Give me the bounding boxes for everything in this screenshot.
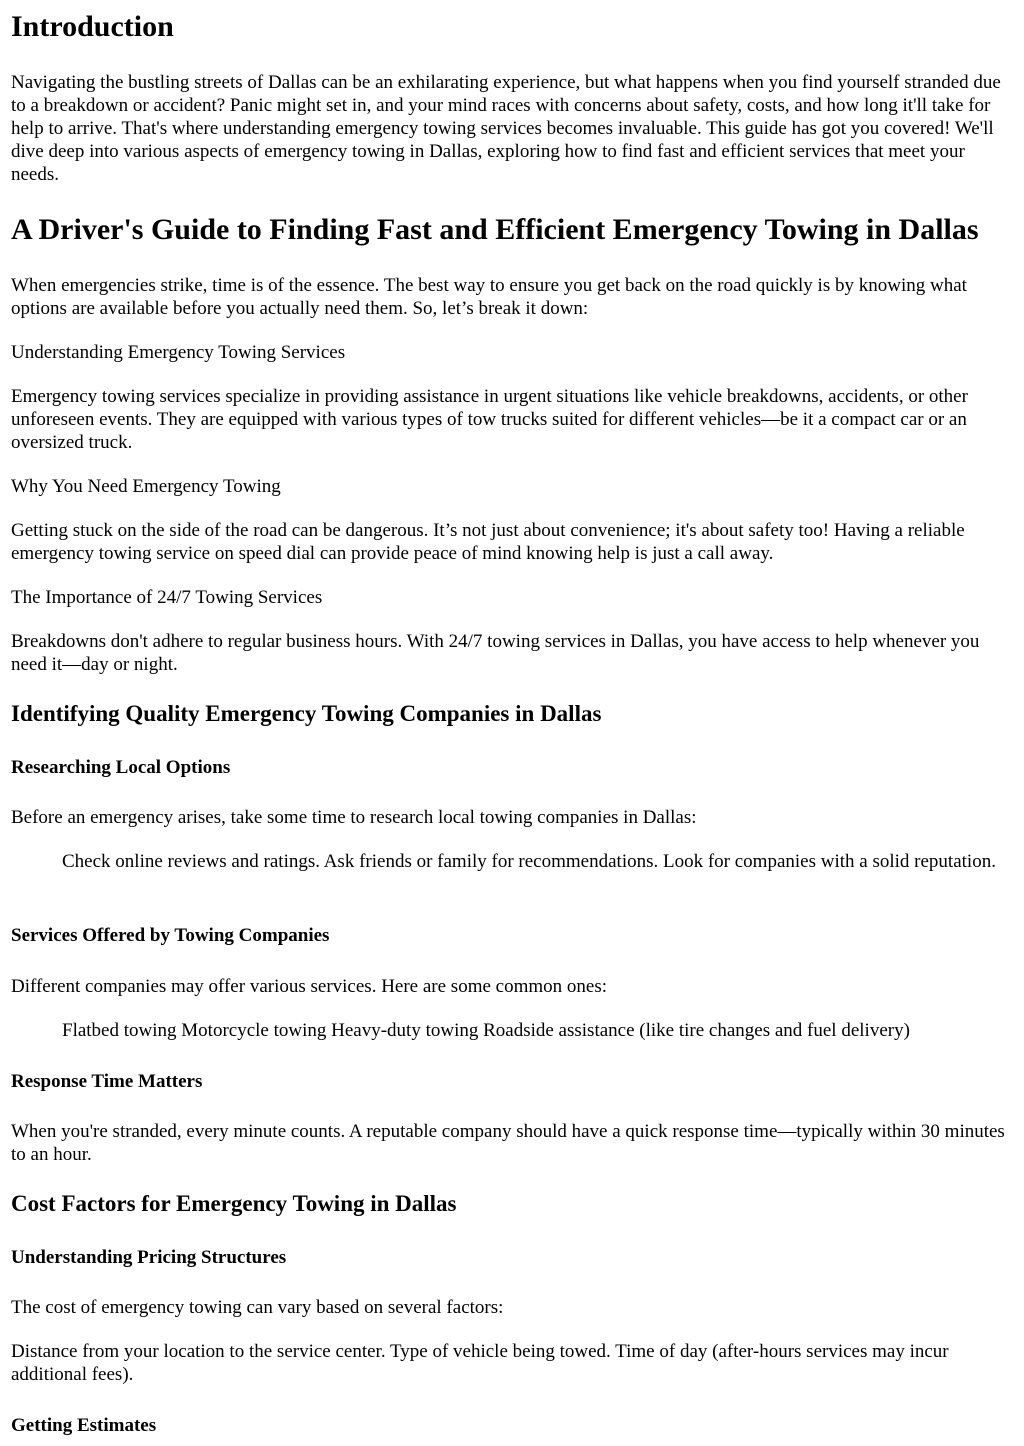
- intro-heading: Introduction: [11, 10, 174, 43]
- research-list: Check online reviews and ratings. Ask friends or family for recommendations. Look for companies with a solid reputation.: [62, 851, 996, 872]
- services-heading: Services Offered by Towing Companies: [11, 925, 330, 946]
- importance-text: Breakdowns don't adhere to regular business hours. With 24/7 towing services in Dallas, you have access to help whenever you need it—day or night.: [11, 631, 980, 675]
- why-title: Why You Need Emergency Towing: [11, 476, 281, 497]
- response-heading: Response Time Matters: [11, 1071, 203, 1092]
- importance-title: The Importance of 24/7 Towing Services: [11, 587, 323, 608]
- services-text: Different companies may offer various services. Here are some common ones:: [11, 976, 608, 997]
- intro-paragraph: Navigating the bustling streets of Dallas can be an exhilarating experience, but what happens when you find yourself stranded due to a breakdown or accident? Panic might set in, and your mind races with concerns about safety, costs, and how long it'll take for help to arrive. That's where understanding emergency towing services becomes invaluable. This guide has got you covered! We'll dive deep into various aspects of emergency towing in Dallas, exploring how to find fast and efficient services that meet your needs.: [11, 72, 1001, 185]
- factors-text: Distance from your location to the service center. Type of vehicle being towed. Time of day (after-hours services may incur additional fees).: [11, 1341, 949, 1385]
- response-text: When you're stranded, every minute counts. A reputable company should have a quick response time—typically within 30 minutes to an hour.: [11, 1121, 1005, 1165]
- estimates-heading: Getting Estimates: [11, 1415, 157, 1436]
- pricing-heading: Understanding Pricing Structures: [11, 1247, 287, 1268]
- research-heading: Researching Local Options: [11, 757, 231, 778]
- quality-heading: Identifying Quality Emergency Towing Companies in Dallas: [11, 701, 602, 726]
- services-list: Flatbed towing Motorcycle towing Heavy-duty towing Roadside assistance (like tire changes and fuel delivery): [62, 1020, 910, 1041]
- why-text: Getting stuck on the side of the road can be dangerous. It’s not just about convenience; it's about safety too! Having a reliable emergency towing service on speed dial can provide peace of mind knowing help is just a call away.: [11, 520, 965, 564]
- guide-heading: A Driver's Guide to Finding Fast and Efficient Emergency Towing in Dallas: [11, 213, 979, 246]
- understanding-text: Emergency towing services specialize in providing assistance in urgent situations like vehicle breakdowns, accidents, or other unforeseen events. They are equipped with various types of tow trucks suited for different vehicles—be it a compact car or an oversized truck.: [11, 386, 968, 453]
- pricing-text: The cost of emergency towing can vary based on several factors:: [11, 1297, 504, 1318]
- understanding-title: Understanding Emergency Towing Services: [11, 342, 346, 363]
- cost-heading: Cost Factors for Emergency Towing in Dallas: [11, 1191, 457, 1216]
- guide-paragraph: When emergencies strike, time is of the essence. The best way to ensure you get back on the road quickly is by knowing what options are available before you actually need them. So, let’s break it down:: [11, 275, 967, 319]
- research-text: Before an emergency arises, take some time to research local towing companies in Dallas:: [11, 807, 697, 828]
